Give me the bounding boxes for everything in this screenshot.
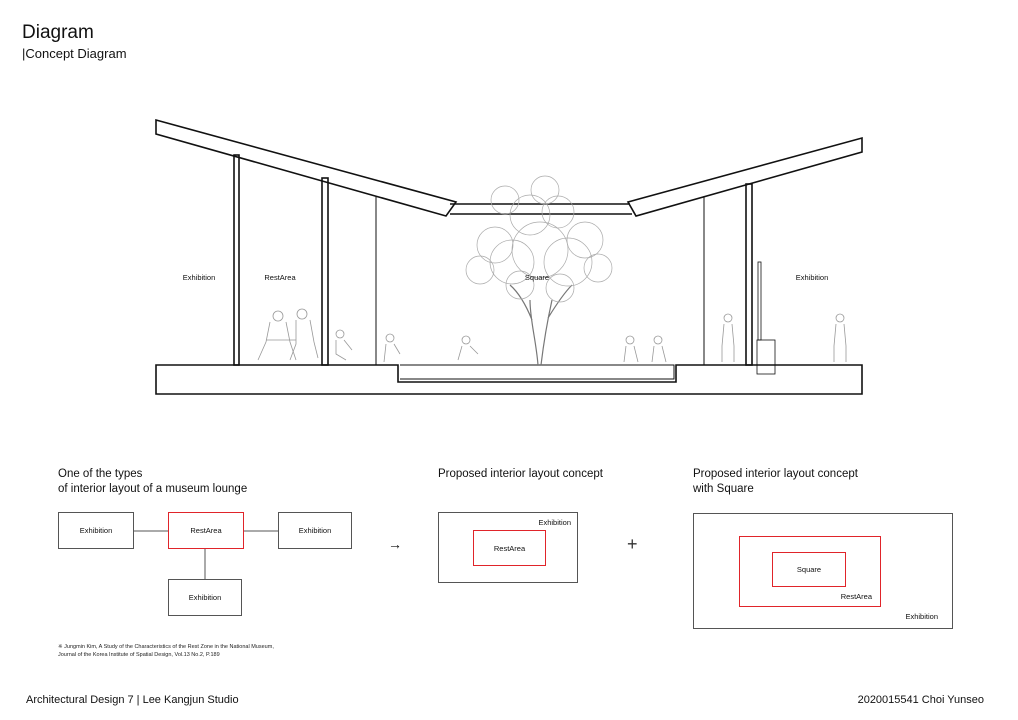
types-caption: One of the types of interior layout of a museum lounge bbox=[58, 468, 248, 495]
types-box-rest-area: RestArea bbox=[168, 512, 244, 549]
footer-right: 2020015541 Choi Yunseo bbox=[857, 694, 984, 706]
footnote: ※ Jungmin Kim, A Study of the Characteristics of the Rest Zone in the National Museum, Journal of the Korea Institute of Spatial Design, Vol.13 No.2, P.189 bbox=[58, 644, 274, 658]
square-middle-box bbox=[739, 536, 881, 607]
right-roof bbox=[628, 138, 862, 216]
square-inner-box: Square bbox=[772, 552, 846, 587]
page-title: Diagram bbox=[22, 22, 94, 43]
label-exhibition-left: Exhibition bbox=[182, 273, 216, 282]
footer-left: Architectural Design 7 | Lee Kangjun Studio bbox=[26, 694, 239, 706]
plus-icon: + bbox=[627, 534, 638, 554]
types-box-exhibition-bottom: Exhibition bbox=[168, 579, 242, 616]
label-exhibition-right: Exhibition bbox=[795, 273, 829, 282]
types-box-exhibition-right: Exhibition bbox=[278, 512, 352, 549]
proposed-outer-box bbox=[438, 512, 578, 583]
wall-right-inner bbox=[746, 184, 752, 365]
square-caption: Proposed interior layout concept with Square bbox=[693, 468, 858, 495]
page-subtitle: |Concept Diagram bbox=[22, 46, 127, 61]
wall-left-rest bbox=[322, 178, 328, 365]
wall-left-outer bbox=[234, 155, 239, 365]
label-square: Square bbox=[524, 273, 550, 282]
square-middle-label: RestArea bbox=[840, 592, 872, 601]
left-roof bbox=[156, 120, 456, 216]
proposed-inner-box: RestArea bbox=[473, 530, 546, 566]
proposed-outer-label: Exhibition bbox=[538, 518, 571, 527]
proposed-caption: Proposed interior layout concept bbox=[438, 468, 603, 480]
types-box-exhibition-left: Exhibition bbox=[58, 512, 134, 549]
square-outer-label: Exhibition bbox=[905, 612, 938, 621]
square-outer-box bbox=[693, 513, 953, 629]
arrow-icon: → bbox=[388, 536, 402, 552]
label-rest-area: RestArea bbox=[264, 273, 296, 282]
